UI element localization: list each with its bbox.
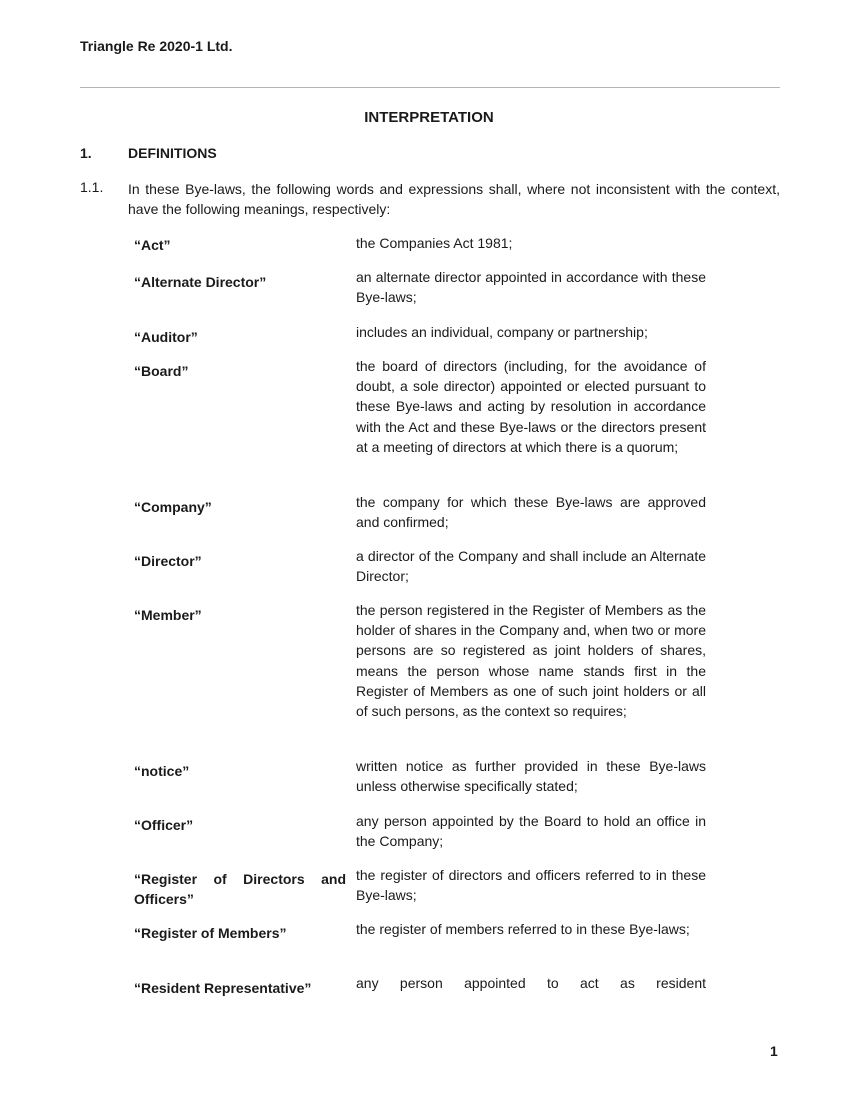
definition-term: “Alternate Director” bbox=[134, 274, 267, 290]
definition-meaning: the person registered in the Register of Members as the holder of shares in the Company and, when two or more persons are so registered as joint holders of shares, means the person whose name stands first in the Register of Members as one of such joint holders or all of such persons, as the context so requires; bbox=[356, 602, 706, 720]
heading-number: 1. bbox=[80, 145, 92, 161]
definition-term: “Company” bbox=[134, 499, 212, 515]
heading-title: DEFINITIONS bbox=[128, 145, 217, 161]
section-title: INTERPRETATION bbox=[364, 109, 494, 126]
definition-meaning: written notice as further provided in these Bye-laws unless otherwise specifically stated; bbox=[356, 758, 706, 795]
definition-term: “notice” bbox=[134, 763, 190, 779]
definition-term: “Resident Representative” bbox=[134, 980, 312, 996]
definition-meaning: the register of directors and officers referred to in these Bye-laws; bbox=[356, 867, 706, 904]
definition-meaning: the register of members referred to in these Bye-laws; bbox=[356, 921, 690, 937]
header-divider bbox=[80, 87, 780, 88]
clause-number: 1.1. bbox=[80, 179, 104, 195]
definition-term: “Board” bbox=[134, 363, 189, 379]
definition-term: “Member” bbox=[134, 607, 202, 623]
definition-term: “Director” bbox=[134, 553, 202, 569]
definition-meaning: any person appointed by the Board to hold an office in the Company; bbox=[356, 813, 706, 850]
definition-meaning: any person appointed to act as resident bbox=[356, 975, 706, 991]
definition-meaning: a director of the Company and shall include an Alternate Director; bbox=[356, 548, 706, 585]
company-header: Triangle Re 2020-1 Ltd. bbox=[80, 38, 233, 54]
definition-meaning: the company for which these Bye-laws are approved and confirmed; bbox=[356, 494, 706, 531]
definition-term: “Officer” bbox=[134, 817, 194, 833]
page-number: 1 bbox=[770, 1043, 778, 1059]
definition-meaning: the Companies Act 1981; bbox=[356, 235, 513, 251]
definition-term: “Register of Members” bbox=[134, 925, 287, 941]
definition-term: “Register of Directors and Officers” bbox=[134, 871, 346, 907]
definition-term: “Auditor” bbox=[134, 329, 198, 345]
clause-text: In these Bye-laws, the following words and expressions shall, where not inconsistent with the context, have the following meanings, respectively: bbox=[128, 181, 780, 217]
definition-term: “Act” bbox=[134, 237, 171, 253]
definition-meaning: an alternate director appointed in accordance with these Bye-laws; bbox=[356, 269, 706, 306]
definition-meaning: includes an individual, company or partnership; bbox=[356, 324, 648, 340]
definition-meaning: the board of directors (including, for the avoidance of doubt, a sole director) appointed or elected pursuant to these Bye-laws and acting by resolution in accordance with the Act and these Bye-laws or the directors present at a meeting of directors at which there is a quorum; bbox=[356, 358, 706, 455]
